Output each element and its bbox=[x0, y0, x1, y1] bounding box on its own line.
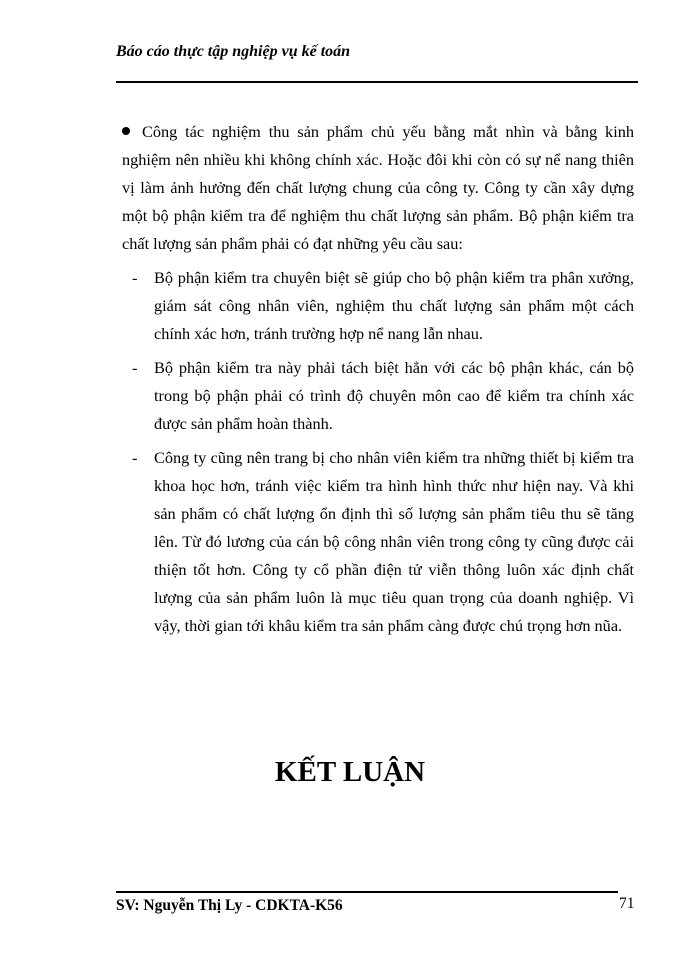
conclusion-heading: KẾT LUẬN bbox=[274, 756, 426, 788]
bullet-paragraph-text: Công tác nghiệm thu sản phẩm chủ yếu bằng mắt nhìn và bằng kinh nghiệm nên nhiều khi không chính xác. Hoặc đôi khi còn có sự nể nang thiên vị làm ảnh hưởng đến chất lượng chung của công ty. Công ty cần xây dựng một bộ phận kiểm tra để nghiệm thu chất lượng sản phẩm. Bộ phận kiểm tra chất lượng sản phẩm phải có đạt những yêu cầu sau: bbox=[122, 122, 634, 253]
report-header-title: Báo cáo thực tập nghiệp vụ kế toán bbox=[116, 43, 351, 60]
list-item bbox=[122, 264, 634, 348]
footer-student-info: SV: Nguyễn Thị Ly - CDKTA-K56 bbox=[116, 897, 343, 914]
bullet-dot-icon bbox=[122, 127, 130, 135]
dash-marker: - bbox=[132, 358, 138, 377]
list-item bbox=[122, 354, 634, 438]
list-item-text: Bộ phận kiểm tra này phải tách biệt hẳn với các bộ phận khác, cán bộ trong bộ phận phải có trình độ chuyên môn cao để kiểm tra chính xác được sản phẩm hoàn thành. bbox=[154, 358, 634, 433]
dash-marker: - bbox=[132, 448, 138, 467]
list-item bbox=[122, 444, 634, 640]
list-item-text: Công ty cũng nên trang bị cho nhân viên kiểm tra những thiết bị kiểm tra khoa học hơn, tránh việc kiểm tra hình hình thức như hiện nay. Và khi sản phẩm có chất lượng ổn định thì số lượng sản phẩm tiêu thu sẽ tăng lên. Từ đó lương của cán bộ công nhân viên trong công ty cũng được cải thiện tốt hơn. Công ty cổ phần điện tử viễn thông luôn xác định chất lượng của sản phẩm luôn là mục tiêu quan trọng của doanh nghiệp. Vì vậy, thời gian tới khâu kiểm tra sản phẩm càng được chú trọng hơn nũa. bbox=[154, 448, 634, 635]
page-number: 71 bbox=[619, 895, 635, 912]
footer-divider bbox=[116, 891, 618, 893]
bullet-paragraph bbox=[122, 118, 634, 258]
header-divider bbox=[116, 81, 638, 83]
dash-marker: - bbox=[132, 268, 138, 287]
report-body bbox=[122, 118, 634, 640]
list-item-text: Bộ phận kiểm tra chuyên biệt sẽ giúp cho bộ phận kiểm tra phân xưởng, giám sát công nhân viên, nghiệm thu chất lượng sản phẩm một cách chính xác hơn, tránh trường hợp nể nang lẫn nhau. bbox=[154, 268, 634, 343]
